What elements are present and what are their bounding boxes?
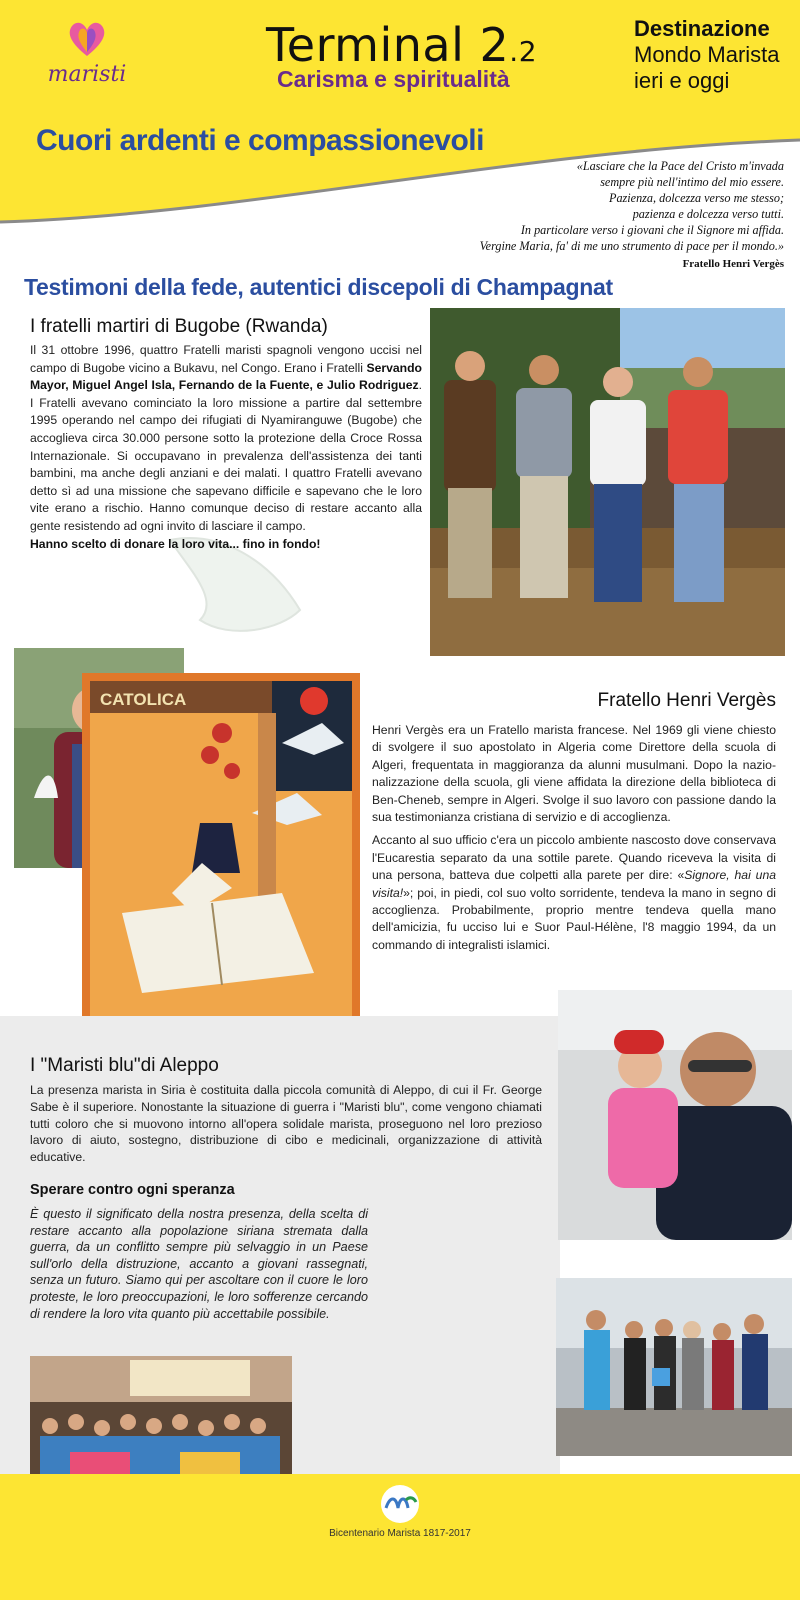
bugobe-closing: Hanno scelto di donare la loro vita... fino in fondo!	[30, 536, 321, 551]
quote-author: Fratello Henri Vergès	[682, 258, 784, 270]
logo-wordmark: maristi	[47, 62, 127, 87]
bugobe-text-part: Il 31 ottobre 1996, quattro Fratelli maristi spagnoli vengono uccisi nel campo di Bugobe vicino a Bukavu, nel Congo. Erano i Fratelli	[30, 343, 422, 375]
destination-line2: Mondo Marista	[634, 42, 780, 67]
henri-quote	[404, 158, 784, 272]
henri-paragraph-2-italic: Signore, hai una visita!	[372, 868, 777, 900]
destination-block	[634, 16, 780, 94]
subtitle: Carisma e spiritualità	[277, 66, 510, 92]
henri-paragraph-2-part: »; poi, in piedi, col suo volto sorridente, tendeva la mano in segno di accoglienza. Probabilmente, proprio mentre tendeva quella mano dell'amicizia, fu ucciso lui e Suor Paul-Hélène, l'8 maggio 1994, da un commando di integralisti islamici.	[372, 885, 776, 952]
aleppo-subheading: Sperare contro ogni speranza	[30, 1182, 235, 1198]
quote-line: Pazienza, dolcezza verso me stesso;	[609, 191, 784, 205]
catolica-painting	[82, 673, 360, 1026]
band-title: Testimoni della fede, autentici discepoli di Champagnat	[24, 274, 613, 300]
quote-line: «Lasciare che la Pace del Cristo m'invada	[576, 159, 784, 173]
aleppo-heading: I "Maristi blu"di Aleppo	[30, 1055, 219, 1076]
henri-heading: Fratello Henri Vergès	[597, 690, 776, 711]
bicentenary-logo-icon	[376, 1484, 424, 1524]
terminal-title-suffix: .2	[509, 35, 538, 68]
bugobe-text-part: . I Fratelli avevano cominciato la loro missione a partire dal settembre 1995 operando nel campo dei rifugiati di Nyamiranguwe (Bugobe) che accoglieva circa 30.000 persone sotto la protezione della Croce Rossa Internazionale. Si occupavano in prevalenza dell'assistenza dei tanti bambini, ma anche degli anziani e dei malati. I quattro Fratelli avevano detto sì ad una missione che sapevano difficile e sapevano che le loro vite erano a rischio. Hanno comunque deciso di restare accanto alla gente resistendo ad ogni invito di lasciare il campo.	[30, 378, 422, 533]
maristi-logo	[42, 14, 132, 94]
quote-line: pazienza e dolcezza verso tutti.	[632, 207, 784, 221]
henri-text	[372, 722, 776, 960]
painting-label: CATOLICA	[100, 690, 187, 709]
bugobe-text	[30, 342, 422, 553]
bugobe-heading: I fratelli martiri di Bugobe (Rwanda)	[30, 316, 328, 337]
aleppo-text: La presenza marista in Siria è costituita dalla piccola comunità di Aleppo, di cui il Fr. George Sabe è il superiore. Nonostante la situazione di guerra i "Maristi blu", come vengono chiamati tutti coloro che si muovono intorno all'opera solidale marista, proseguono nel loro prezioso lavoro di aiuto, sostegno, distribuzione di cibo e medicinali, organizzazione di attività educative.	[30, 1083, 542, 1165]
aleppo-quote: È questo il significato della nostra presenza, della scelta di restare accanto alla popolazione siriana stremata dalla guerra, da un conflitto sempre più selvaggio in un Paese sull'orlo della distruzione, accanto a giovani rassegnati, senza un futuro. Siamo qui per ascoltare con il cuore le loro proteste, le loro preoccupazioni, le loro sofferenze cercando di rendere la loro vita quanto più accettabile possibile.	[30, 1207, 368, 1321]
martyrs-photo	[430, 308, 785, 656]
footer-caption: Bicentenario Marista 1817-2017	[329, 1528, 471, 1539]
aleppo-hug-photo	[558, 990, 792, 1240]
destination-line3: ieri e oggi	[634, 68, 730, 93]
terminal-title	[266, 18, 537, 72]
quote-line: Vergine Maria, fa' di me uno strumento di pace per il mondo.»	[479, 239, 784, 253]
bugobe-names: Servando Mayor, Miguel Angel Isla, Fernando de la Fuente, e Julio Rodriguez	[30, 360, 422, 393]
henri-paragraph-1: Henri Vergès era un Fratello marista francese. Nel 1969 gli viene chiesto di svolgere il suo apostolato in Algeria come Direttore della scuola di Algeri, frequentata in maggioranza da alunni musulmani. Dopo la nazionalizzazione della scuola, gli viene affidata la direzione della biblioteca di Ben-Cheneb, sempre in Algeri. Svolge il suo lavoro con passione dando la sua testimonianza cristiana di servizio e di accoglienza.	[372, 723, 776, 825]
aleppo-group-photo	[556, 1278, 792, 1456]
destination-label: Destinazione	[634, 16, 770, 41]
quote-line: sempre più nell'intimo del mio essere.	[600, 175, 784, 189]
terminal-title-main: Terminal 2	[266, 18, 510, 72]
henri-paragraph-2	[372, 832, 776, 954]
heart-logo-icon	[42, 14, 132, 64]
quote-line: In particolare verso i giovani che il Signore mi affida.	[520, 223, 784, 237]
henri-paragraph-2-part: Accanto al suo ufficio c'era un piccolo ambiente nascosto dove conservava l'Eucarestia separato da una sottile parete. Quando riceveva la visita di una persona, batteva due colpetti alla parete per dire: «	[372, 833, 776, 883]
section-title: Cuori ardenti e compassionevoli	[36, 124, 484, 157]
